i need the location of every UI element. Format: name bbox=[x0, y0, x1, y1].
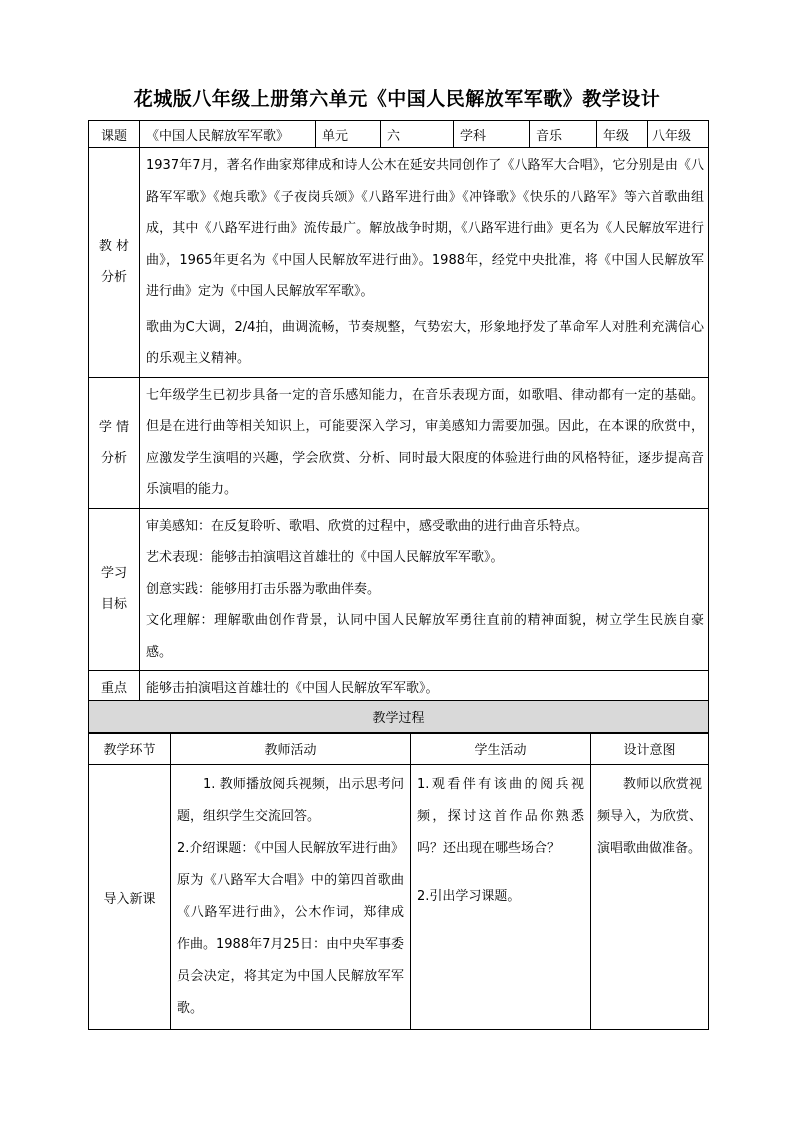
objectives-list bbox=[140, 508, 709, 671]
process-column-headers bbox=[89, 733, 709, 765]
teaching-process-table bbox=[88, 700, 709, 1030]
subject-label: 学科 bbox=[454, 121, 530, 148]
unit-value: 六 bbox=[381, 121, 454, 148]
objective-item: 创意实践：能够用打击乐器为歌曲伴奏。 bbox=[146, 581, 381, 597]
stage-cell: 导入新课 bbox=[89, 765, 171, 1030]
students-row bbox=[89, 377, 709, 508]
column-header-teacher: 教师活动 bbox=[171, 733, 411, 765]
material-paragraph-2: 歌曲为C大调，2/4拍，曲调流畅，节奏规整，气势宏大，形象地抒发了革命军人对胜利充满信心的乐观主义精神。 bbox=[146, 319, 704, 366]
material-paragraph-1: 1937年7月，著名作曲家郑律成和诗人公木在延安共同创作了《八路军大合唱》，它分别是由《八路军军歌》《炮兵歌》《子夜岗兵颂》《八路军进行曲》《冲锋歌》《快乐的八路军》等六首歌曲组成，其中《八路军进行曲》流传最广。解放战争时期，《八路军进行曲》更名为《人民解放军进行曲》，1965年更名为《中国人民解放军进行曲》。1988年，经党中央批准，将《中国人民解放军进行曲》定为《中国人民解放军军歌》。 bbox=[146, 158, 704, 299]
column-header-intent: 设计意图 bbox=[591, 733, 709, 765]
objective-item: 审美感知：在反复聆听、歌唱、欣赏的过程中，感受歌曲的进行曲音乐特点。 bbox=[146, 518, 589, 534]
material-text bbox=[140, 148, 709, 378]
key-point-row bbox=[89, 671, 709, 703]
column-header-student: 学生活动 bbox=[411, 733, 591, 765]
grade-value: 八年级 bbox=[648, 121, 709, 148]
students-label: 学 情 分析 bbox=[89, 377, 140, 508]
objectives-label: 学习 目标 bbox=[89, 508, 140, 671]
topic-value: 《中国人民解放军军歌》 bbox=[140, 121, 316, 148]
material-label: 教 材 分析 bbox=[89, 148, 140, 378]
objective-item: 艺术表现：能够击拍演唱这首雄壮的《中国人民解放军军歌》。 bbox=[146, 550, 504, 565]
teacher-activity-cell: 1. 教师播放阅兵视频，出示思考问题，组织学生交流回答。 2.介绍课题：《中国人民解放军进行曲》原为《八路军大合唱》中的第四首歌曲《八路军进行曲》，公木作词，郑律成作曲。1988年7月25日：由中央军事委员会决定，将其定为中国人民解放军军歌。 bbox=[171, 765, 411, 1030]
students-text: 七年级学生已初步具备一定的音乐感知能力，在音乐表现方面，如歌唱、律动都有一定的基础。但是在进行曲等相关知识上，可能要深入学习，审美感知力需要加强。因此，在本课的欣赏中，应激发学生演唱的兴趣，学会欣赏、分析、同时最大限度的体验进行曲的风格特征，逐步提高音乐演唱的能力。 bbox=[140, 377, 709, 508]
page-title: 花城版八年级上册第六单元《中国人民解放军军歌》教学设计 bbox=[133, 88, 661, 110]
topic-label: 课题 bbox=[89, 121, 140, 148]
info-row bbox=[89, 121, 709, 148]
material-row bbox=[89, 148, 709, 378]
key-point-text: 能够击拍演唱这首雄壮的《中国人民解放军军歌》。 bbox=[140, 671, 709, 703]
key-point-label: 重点 bbox=[89, 671, 140, 703]
grade-label: 年级 bbox=[597, 121, 648, 148]
student-activity-cell: 1.观看伴有该曲的阅兵视频，探讨这首作品你熟悉吗？还出现在哪些场合？ 2.引出学习课题。 bbox=[411, 765, 591, 1030]
subject-value: 音乐 bbox=[530, 121, 597, 148]
objective-item: 文化理解：理解歌曲创作背景，认同中国人民解放军勇往直前的精神面貌，树立学生民族自豪感。 bbox=[146, 613, 704, 660]
process-row-intro bbox=[89, 765, 709, 1030]
column-header-stage: 教学环节 bbox=[89, 733, 171, 765]
objectives-row bbox=[89, 508, 709, 671]
process-header: 教学过程 bbox=[89, 701, 709, 733]
design-intent-cell: 教师以欣赏视频导入，为欣赏、演唱歌曲做准备。 bbox=[591, 765, 709, 1030]
lesson-info-table bbox=[88, 120, 709, 734]
unit-label: 单元 bbox=[316, 121, 381, 148]
process-header-row bbox=[89, 701, 709, 733]
